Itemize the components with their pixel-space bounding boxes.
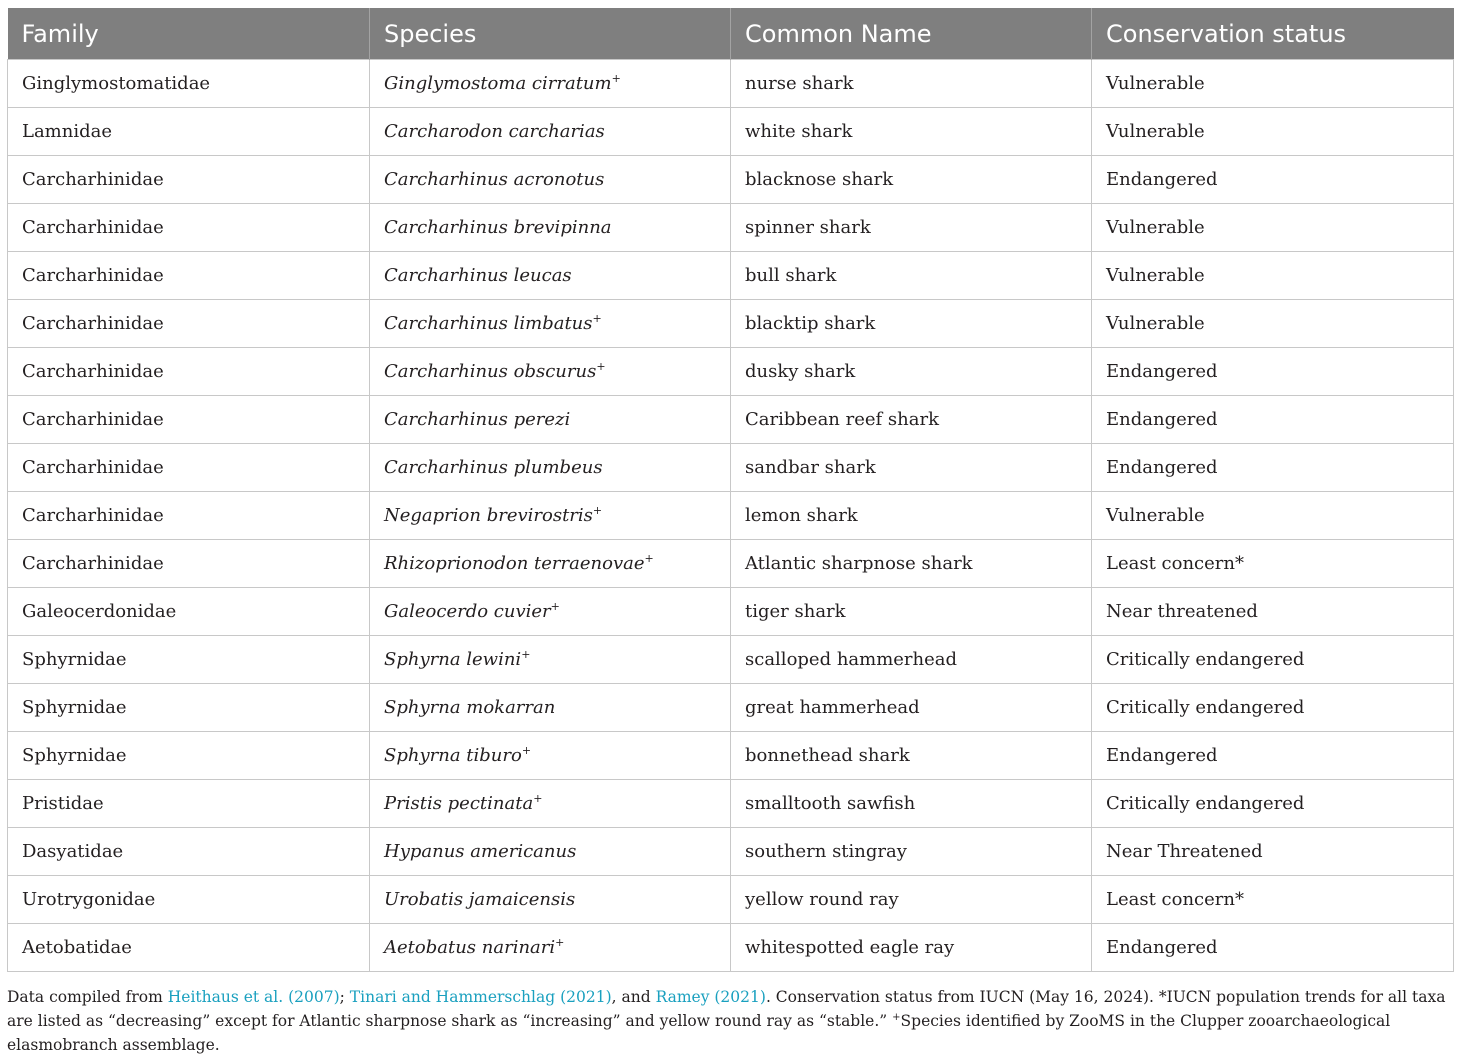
cell-species: [370, 636, 731, 684]
species-name: Carcharhinus perezi: [384, 409, 571, 430]
cell-conservation-status: Vulnerable: [1092, 60, 1454, 108]
species-name: Carcharhinus obscurus: [384, 361, 597, 382]
cell-species: [370, 156, 731, 204]
species-name: Negaprion brevirostris: [384, 505, 593, 526]
reference-link-heithaus[interactable]: Heithaus et al. (2007): [167, 988, 340, 1006]
cell-conservation-status: Vulnerable: [1092, 492, 1454, 540]
zooms-identified-mark: +: [550, 600, 560, 613]
cell-common-name: spinner shark: [731, 204, 1092, 252]
species-name: Carcharhinus limbatus: [384, 313, 593, 334]
cell-species: [370, 828, 731, 876]
species-name: Hypanus americanus: [384, 841, 577, 862]
cell-common-name: sandbar shark: [731, 444, 1092, 492]
cell-conservation-status: Near threatened: [1092, 588, 1454, 636]
table-row: [8, 204, 1454, 252]
cell-species: [370, 204, 731, 252]
cell-family: Carcharhinidae: [8, 348, 370, 396]
footnote-separator-1: ;: [339, 988, 350, 1006]
cell-species: [370, 588, 731, 636]
table-row: [8, 876, 1454, 924]
cell-conservation-status: Vulnerable: [1092, 252, 1454, 300]
cell-species: [370, 108, 731, 156]
zooms-identified-mark: +: [521, 648, 531, 661]
table-row: [8, 588, 1454, 636]
footnote-plus-mark: +: [892, 1012, 901, 1023]
zooms-identified-mark: +: [611, 72, 621, 85]
species-name: Ginglymostoma cirratum: [384, 73, 612, 94]
cell-conservation-status: Endangered: [1092, 924, 1454, 972]
reference-link-tinari[interactable]: Tinari and Hammerschlag (2021): [349, 988, 612, 1006]
table-row: [8, 348, 1454, 396]
table-header: [8, 8, 1454, 60]
cell-family: Carcharhinidae: [8, 492, 370, 540]
zooms-identified-mark: +: [521, 744, 532, 757]
cell-family: Carcharhinidae: [8, 300, 370, 348]
species-name: Urobatis jamaicensis: [384, 889, 576, 910]
cell-common-name: blacknose shark: [731, 156, 1092, 204]
cell-family: Galeocerdonidae: [8, 588, 370, 636]
cell-common-name: dusky shark: [731, 348, 1092, 396]
cell-family: Dasyatidae: [8, 828, 370, 876]
cell-common-name: smalltooth sawfish: [731, 780, 1092, 828]
species-name: Sphyrna mokarran: [384, 697, 556, 718]
cell-conservation-status: Least concern*: [1092, 540, 1454, 588]
cell-family: Carcharhinidae: [8, 444, 370, 492]
cell-family: Urotrygonidae: [8, 876, 370, 924]
cell-species: [370, 684, 731, 732]
cell-conservation-status: Near Threatened: [1092, 828, 1454, 876]
table-body: [8, 60, 1454, 972]
species-table-container: [7, 8, 1453, 972]
cell-common-name: blacktip shark: [731, 300, 1092, 348]
table-row: [8, 732, 1454, 780]
cell-species: [370, 540, 731, 588]
cell-conservation-status: Least concern*: [1092, 876, 1454, 924]
cell-common-name: southern stingray: [731, 828, 1092, 876]
cell-family: Carcharhinidae: [8, 396, 370, 444]
header-row: [8, 8, 1454, 60]
cell-family: Carcharhinidae: [8, 156, 370, 204]
cell-species: [370, 924, 731, 972]
table-footnote: [7, 985, 1457, 1057]
cell-family: Carcharhinidae: [8, 540, 370, 588]
cell-species: [370, 732, 731, 780]
zooms-identified-mark: +: [592, 312, 602, 325]
cell-species: [370, 348, 731, 396]
footnote-text-1: . Conservation status from IUCN (May 16, 2024). *IUCN population trends for all taxa are listed as “decreasing” except for Atlantic sharpnose shark as “increasing” and yellow round ray as “stable.”: [7, 988, 1446, 1030]
table-row: [8, 396, 1454, 444]
cell-conservation-status: Critically endangered: [1092, 780, 1454, 828]
footnote-text-2: Species identified by ZooMS in the Clupper zooarchaeological elasmobranch assemblage.: [7, 1012, 1391, 1054]
cell-common-name: scalloped hammerhead: [731, 636, 1092, 684]
table-row: [8, 300, 1454, 348]
cell-common-name: Caribbean reef shark: [731, 396, 1092, 444]
cell-conservation-status: Endangered: [1092, 732, 1454, 780]
cell-family: Carcharhinidae: [8, 252, 370, 300]
species-name: Aetobatus narinari: [384, 937, 556, 958]
cell-conservation-status: Critically endangered: [1092, 636, 1454, 684]
table-row: [8, 492, 1454, 540]
zooms-identified-mark: +: [533, 792, 543, 805]
header-family: Family: [8, 8, 370, 60]
table-row: [8, 636, 1454, 684]
cell-common-name: bonnethead shark: [731, 732, 1092, 780]
zooms-identified-mark: +: [592, 504, 603, 517]
cell-species: [370, 876, 731, 924]
cell-family: Pristidae: [8, 780, 370, 828]
cell-species: [370, 444, 731, 492]
cell-common-name: tiger shark: [731, 588, 1092, 636]
header-common-name: Common Name: [731, 8, 1092, 60]
table-row: [8, 252, 1454, 300]
cell-species: [370, 300, 731, 348]
cell-family: Aetobatidae: [8, 924, 370, 972]
cell-family: Carcharhinidae: [8, 204, 370, 252]
species-name: Sphyrna lewini: [384, 649, 522, 670]
species-name: Pristis pectinata: [384, 793, 534, 814]
cell-conservation-status: Vulnerable: [1092, 108, 1454, 156]
cell-common-name: yellow round ray: [731, 876, 1092, 924]
species-name: Carcharhinus plumbeus: [384, 457, 603, 478]
table-row: [8, 156, 1454, 204]
cell-common-name: bull shark: [731, 252, 1092, 300]
cell-common-name: white shark: [731, 108, 1092, 156]
footnote-separator-2: , and: [611, 988, 656, 1006]
zooms-identified-mark: +: [596, 360, 606, 373]
table-row: [8, 444, 1454, 492]
cell-species: [370, 396, 731, 444]
species-name: Carcharhinus brevipinna: [384, 217, 612, 238]
cell-family: Sphyrnidae: [8, 636, 370, 684]
cell-conservation-status: Endangered: [1092, 396, 1454, 444]
cell-conservation-status: Endangered: [1092, 444, 1454, 492]
zooms-identified-mark: +: [644, 552, 654, 565]
cell-species: [370, 492, 731, 540]
zooms-identified-mark: +: [555, 936, 565, 949]
cell-common-name: whitespotted eagle ray: [731, 924, 1092, 972]
cell-common-name: Atlantic sharpnose shark: [731, 540, 1092, 588]
cell-conservation-status: Vulnerable: [1092, 204, 1454, 252]
header-conservation-status: Conservation status: [1092, 8, 1454, 60]
species-name: Carcharhinus acronotus: [384, 169, 605, 190]
cell-species: [370, 60, 731, 108]
cell-family: Sphyrnidae: [8, 684, 370, 732]
reference-link-ramey[interactable]: Ramey (2021): [655, 988, 766, 1006]
table-row: [8, 780, 1454, 828]
table-row: [8, 540, 1454, 588]
species-name: Sphyrna tiburo: [384, 745, 522, 766]
species-name: Carcharhinus leucas: [384, 265, 572, 286]
cell-family: Sphyrnidae: [8, 732, 370, 780]
species-table: [7, 8, 1454, 972]
cell-family: Lamnidae: [8, 108, 370, 156]
table-row: [8, 924, 1454, 972]
cell-conservation-status: Critically endangered: [1092, 684, 1454, 732]
species-name: Galeocerdo cuvier: [384, 601, 551, 622]
table-row: [8, 108, 1454, 156]
cell-common-name: great hammerhead: [731, 684, 1092, 732]
cell-species: [370, 252, 731, 300]
cell-conservation-status: Endangered: [1092, 156, 1454, 204]
cell-common-name: lemon shark: [731, 492, 1092, 540]
species-name: Carcharodon carcharias: [384, 121, 605, 142]
cell-conservation-status: Endangered: [1092, 348, 1454, 396]
header-species: Species: [370, 8, 731, 60]
table-row: [8, 828, 1454, 876]
cell-family: Ginglymostomatidae: [8, 60, 370, 108]
footnote-prefix: Data compiled from: [7, 988, 168, 1006]
table-row: [8, 684, 1454, 732]
table-row: [8, 60, 1454, 108]
cell-common-name: nurse shark: [731, 60, 1092, 108]
cell-conservation-status: Vulnerable: [1092, 300, 1454, 348]
species-name: Rhizoprionodon terraenovae: [384, 553, 645, 574]
cell-species: [370, 780, 731, 828]
